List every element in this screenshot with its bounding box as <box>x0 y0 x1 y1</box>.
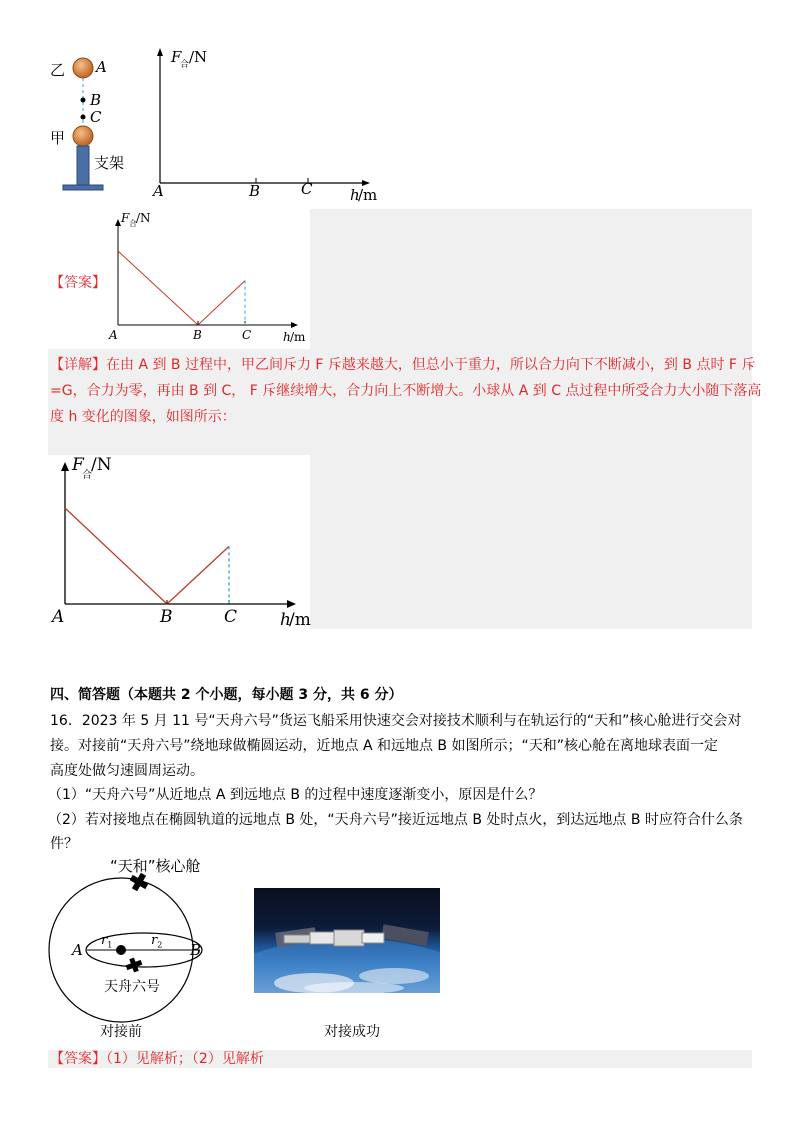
explanation-line2: =G，合力为零，再由 B 到 C， F 斥继续增大，合力向上不断增大。小球从 A 到 C 点过程中所受合力大小随下落高 <box>50 383 762 399</box>
label-stand: 支架 <box>94 154 125 172</box>
section4-heading: 四、简答题（本题共 2 个小题，每小题 3 分，共 6 分） <box>50 687 403 703</box>
point-c <box>81 115 86 120</box>
tianhe-label: “天和”核心舱 <box>110 857 201 875</box>
tianzhou-label: 天舟六号 <box>104 979 160 995</box>
label-b: B <box>90 91 102 109</box>
label-a: A <box>96 58 107 76</box>
earth-center <box>116 945 126 955</box>
answer1-x-h: h <box>283 330 291 344</box>
chart-y-unit: /N <box>91 455 112 475</box>
y-axis-unit: /N <box>189 48 208 66</box>
orbit-r2: $r_2$ <box>151 933 163 950</box>
tick-b: B <box>249 182 261 200</box>
chart-y-f: F <box>72 455 84 475</box>
ball-jia <box>73 126 93 146</box>
y-axis-f: F <box>171 48 182 66</box>
q16-sub2-line1: （2）若对接地点在椭圆轨道的远地点 B 处，“天舟六号”接近远地点 B 处时点火，到达远地点 B 时应符合什么条 <box>48 812 743 828</box>
tianzhou-satellite-icon <box>124 956 144 975</box>
stand-base <box>63 185 103 190</box>
label-c: C <box>90 108 102 126</box>
answer1-x-unit: /m <box>290 330 306 344</box>
q16-sub1: （1）“天舟六号”从近地点 A 到远地点 B 的过程中速度逐渐变小，原因是什么？ <box>48 787 543 803</box>
explanation-text-1: 在由 A 到 B 过程中，甲乙间斥力 F 斥越来越大，但总小于重力，所以合力向下不断减小，到 B 点时 F 斥 <box>106 357 756 373</box>
point-b <box>81 98 86 103</box>
orbit-b: B <box>190 941 202 959</box>
caption-before: 对接前 <box>100 1024 142 1040</box>
caption-after: 对接成功 <box>324 1024 380 1040</box>
y-axis-sub: 合 <box>180 60 190 70</box>
ball-yi <box>73 58 93 78</box>
x-axis-h: h <box>350 186 360 204</box>
docking-success-image <box>254 888 440 993</box>
answer1-y-f: F <box>121 211 130 225</box>
orbit-a: A <box>72 941 83 959</box>
label-yi: 乙 <box>50 61 66 79</box>
force-series-line <box>65 508 229 604</box>
ball-apparatus-figure <box>40 40 150 195</box>
explanation-label: 【详解】 <box>50 357 106 373</box>
chart-tick-label: A <box>52 607 65 627</box>
tick-a: A <box>153 182 164 200</box>
chart-y-sub: 合 <box>82 470 92 481</box>
answer1-chart <box>104 209 314 349</box>
answer1-tick-b: B <box>193 328 202 342</box>
answer2-text: （1）见解析；（2）见解析 <box>106 1051 264 1067</box>
chart-tick-label: C <box>224 607 238 627</box>
answer1-tick-a: A <box>109 328 118 342</box>
q16-line3: 高度处做匀速圆周运动。 <box>50 763 204 779</box>
explanation-line3: 度 h 变化的图象，如图所示： <box>50 409 236 425</box>
q16-line1: 16．2023 年 5 月 11 号“天舟六号”货运飞船采用快速交会对接技术顺利与在轨运行的“天和”核心舱进行交会对 <box>50 713 742 729</box>
label-jia: 甲 <box>50 129 66 147</box>
chart-x-unit: /m <box>289 610 311 630</box>
q16-sub2-line2: 件？ <box>50 836 78 852</box>
force-height-chart <box>48 455 310 630</box>
force-series-line <box>118 251 245 325</box>
orbit-figure <box>44 855 254 1040</box>
answer1-tick-c: C <box>242 328 252 342</box>
q16-line2: 接。对接前“天舟六号”绕地球做椭圆运动，近地点 A 和远地点 B 如图所示；“天和”核心舱在离地球表面一定 <box>50 738 718 754</box>
empty-axes-figure <box>150 40 390 210</box>
chart-tick-label: B <box>160 607 173 627</box>
answer2-line <box>50 1050 264 1068</box>
answer2-label: 【答案】 <box>50 1051 106 1067</box>
chart-x-h: h <box>280 610 291 630</box>
tick-c: C <box>301 180 313 198</box>
orbit-r1: $r_1$ <box>101 933 113 950</box>
explanation-line1 <box>50 356 755 374</box>
x-axis-unit: /m <box>358 186 378 204</box>
answer1-y-unit: /N <box>136 211 151 225</box>
answer1-label: 【答案】 <box>50 275 106 291</box>
answer1-y-sub: 合 <box>129 219 137 228</box>
stand-pole <box>77 146 89 186</box>
